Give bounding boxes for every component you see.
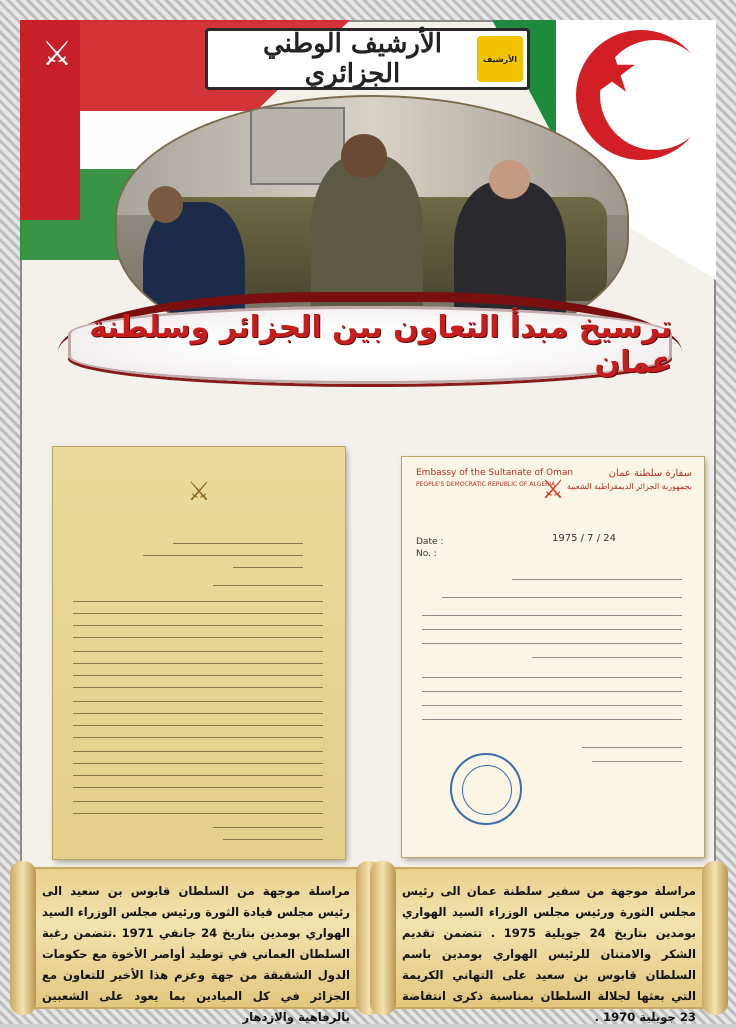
caption-right: مراسلة موجهة من سفير سلطنة عمان الى رئيس مجلس الثورة ورئيس مجلس الوزراء السيد الهواري بومدين بتاريخ 24 جويلية 1975 . تتضمن تقديم الشكر والامتنان للرئيس الهواري بومدين باسم السلطان قابوس بن سعيد على التهاني الكريمة التي بعثها لجلالة السلطان بمناسبة ذكرى انتفاضة 23 جويلية 1970 . [402,884,696,1024]
number-label: No. : [416,549,437,559]
caption-scroll-left [20,867,372,1024]
embassy-header-en: Embassy of the Sultanate of Oman PEOPLE'S DEMOCRATIC REPUBLIC OF ALGERIA [416,468,574,488]
embassy-header-ar: سفارة سلطنة عمان بجمهورية الجزائر الديمقراطية الشعبية [566,468,692,491]
archive-logo [205,28,530,90]
date-value: 1975 / 7 / 24 [552,533,616,544]
caption-scroll-right [380,867,718,1024]
oman-emblem-icon: ⚔ [541,475,565,505]
embassy-stamp [450,753,522,825]
date-label: Date : [416,537,444,547]
oman-khanjar-icon: ⚔ [41,34,73,74]
oman-emblem-icon: ⚔ [187,477,211,507]
title-banner [58,292,682,408]
logo-title: الأرشيف الوطني الجزائري [263,29,442,89]
letter-sultan [53,447,345,859]
banner-title: ترسيخ مبدأ التعاون بين الجزائر وسلطنة عمان [89,310,672,380]
logo-badge: الأرشيف [477,36,523,82]
caption-left: مراسلة موجهة من السلطان قابوس بن سعيد الى رئيس مجلس قيادة الثورة ورئيس مجلس الوزراء السيد الهواري بومدين بتاريخ 24 جانفي 1971 .تتضمن رغبة السلطان العماني في توطيد أواصر الأخوة مع حكومات الدول الشقيقة من جهة وعزم هذا الأخير للتعاون مع الجزائر في كل الميادين بما يعود على الشعبين بالرفاهية والازدهار [42,884,350,1024]
letter-embassy [402,457,704,857]
